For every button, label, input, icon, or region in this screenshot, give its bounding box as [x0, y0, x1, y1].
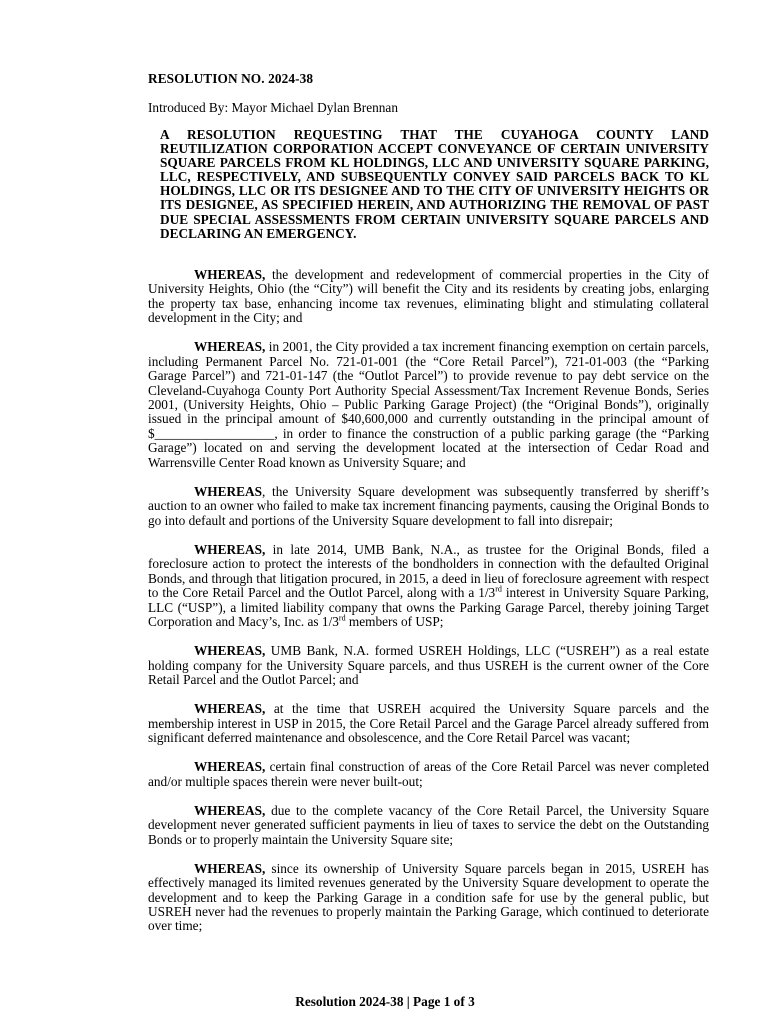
whereas-paragraph-8 — [148, 804, 709, 847]
document-body — [148, 268, 709, 949]
whereas-keyword: WHEREAS, — [194, 802, 266, 818]
paragraph-text: due to the complete vacancy of the Core Retail Parcel, the University Square development never generated sufficient payments in lieu of taxes to service the debt on the Outstanding Bonds or to properly maintain the University Square site; — [148, 802, 709, 847]
whereas-keyword: WHEREAS — [194, 483, 262, 499]
whereas-keyword: WHEREAS, — [194, 267, 266, 282]
paragraph-text: in 2001, the City provided a tax increment financing exemption on certain parcels, including Permanent Parcel No. 721-01-001 (the “Core Retail Parcel”), 721-01-003 (the “Parking Garage Parcel”) and 721-01-147 (the “Outlot Parcel”) to provide revenue to pay debt service on the Cleveland-Cuyahoga County Port Authority Special Assessment/Tax Increment Revenue Bonds, Series 2001, (University Heights, Ohio – Public Parking Garage Project) (the “Original Bonds”), originally issued in the principal amount of $40,600,000 and currently outstanding in the principal amount of $__________________, in order to finance the construction of a public parking garage (the “Parking Garage”) located on and serving the development located at the intersection of Cedar Road and Warrensville Center Road known as University Square; and — [148, 339, 709, 470]
whereas-keyword: WHEREAS, — [194, 643, 266, 659]
resolution-title: A RESOLUTION REQUESTING THAT THE CUYAHOGA COUNTY LAND REUTILIZATION CORPORATION ACCEPT CONVEYANCE OF CERTAIN UNIVERSITY SQUARE PARCELS FROM KL HOLDINGS, LLC AND UNIVERSITY SQUARE PARKING, LLC, RESPECTIVELY, AND SUBSEQUENTLY CONVEY SAID PARCELS BACK TO KL HOLDINGS, LLC OR ITS DESIGNEE AND TO THE CITY OF UNIVERSITY HEIGHTS OR ITS DESIGNEE, AS SPECIFIED HEREIN, AND AUTHORIZING THE REMOVAL OF PAST DUE SPECIAL ASSESSMENTS FROM CERTAIN UNIVERSITY SQUARE PARCELS AND DECLARING AN EMERGENCY. — [160, 127, 709, 241]
paragraph-text: in late 2014, UMB Bank, N.A., as trustee for the Original Bonds, filed a foreclosure action to protect the interests of the bondholders in connection with the defaulted Original Bonds, and through that litigation procured, in 2015, a deed in lieu of foreclosure agreement with respect to the Core Retail Parcel and the Outlot Parcel, along with a 1/3 — [148, 541, 709, 601]
whereas-keyword: WHEREAS, — [194, 759, 266, 775]
whereas-paragraph-1 — [148, 268, 709, 326]
whereas-paragraph-5 — [148, 644, 709, 687]
page-footer: Resolution 2024-38 | Page 1 of 3 — [295, 994, 475, 1009]
whereas-keyword: WHEREAS, — [194, 860, 266, 876]
whereas-keyword: WHEREAS, — [194, 541, 266, 557]
paragraph-text: since its ownership of University Square parcels began in 2015, USREH has effectively managed its limited revenues generated by the University Square development to operate the development and to keep the Parking Garage in a condition safe for use by the general public, but USREH never had the revenues to properly maintain the Parking Garage, which continued to deteriorate over time; — [148, 860, 709, 934]
paragraph-text: at the time that USREH acquired the University Square parcels and the membership interest in USP in 2015, the Core Retail Parcel and the Garage Parcel already suffered from significant deferred maintenance and obsolescence, and the Core Retail Parcel was vacant; — [148, 701, 709, 745]
paragraph-text: certain final construction of areas of the Core Retail Parcel was never completed and/or multiple spaces therein were never built-out; — [148, 759, 709, 789]
whereas-paragraph-7 — [148, 760, 709, 789]
whereas-paragraph-9 — [148, 862, 709, 934]
whereas-paragraph-3 — [148, 485, 709, 528]
whereas-paragraph-2 — [148, 340, 709, 470]
paragraph-text: the development and redevelopment of commercial properties in the City of University Heights, Ohio (the “City”) will benefit the City and its residents by creating jobs, enlarging the property tax base, enhancing income tax revenues, eliminating blight and stimulating collateral development in the City; and — [148, 267, 709, 326]
paragraph-text: , the University Square development was subsequently transferred by sheriff’s auction to an owner who failed to make tax increment financing payments, causing the Original Bonds to go into default and portions of the University Square development to fall into disrepair; — [148, 483, 709, 528]
superscript-rd: rd — [338, 613, 346, 623]
paragraph-text: interest in University Square Parking, LLC (“USP”), a limited liability company that owns the Parking Garage Parcel, thereby joining Target Corporation and Macy’s, Inc. as 1/3 — [148, 585, 709, 629]
whereas-keyword: WHEREAS, — [194, 339, 266, 355]
introduced-by: Introduced By: Mayor Michael Dylan Brennan — [148, 100, 398, 115]
paragraph-text: members of USP; — [345, 613, 444, 629]
superscript-rd: rd — [495, 584, 502, 594]
whereas-paragraph-4 — [148, 543, 709, 629]
paragraph-text: UMB Bank, N.A. formed USREH Holdings, LLC (“USREH”) as a real estate holding company for the University Square parcels, and thus USREH is the current owner of the Core Retail Parcel and the Outlot Parcel; and — [148, 643, 709, 687]
whereas-keyword: WHEREAS, — [194, 701, 266, 717]
whereas-paragraph-6 — [148, 702, 709, 745]
resolution-number: RESOLUTION NO. 2024-38 — [148, 71, 314, 86]
